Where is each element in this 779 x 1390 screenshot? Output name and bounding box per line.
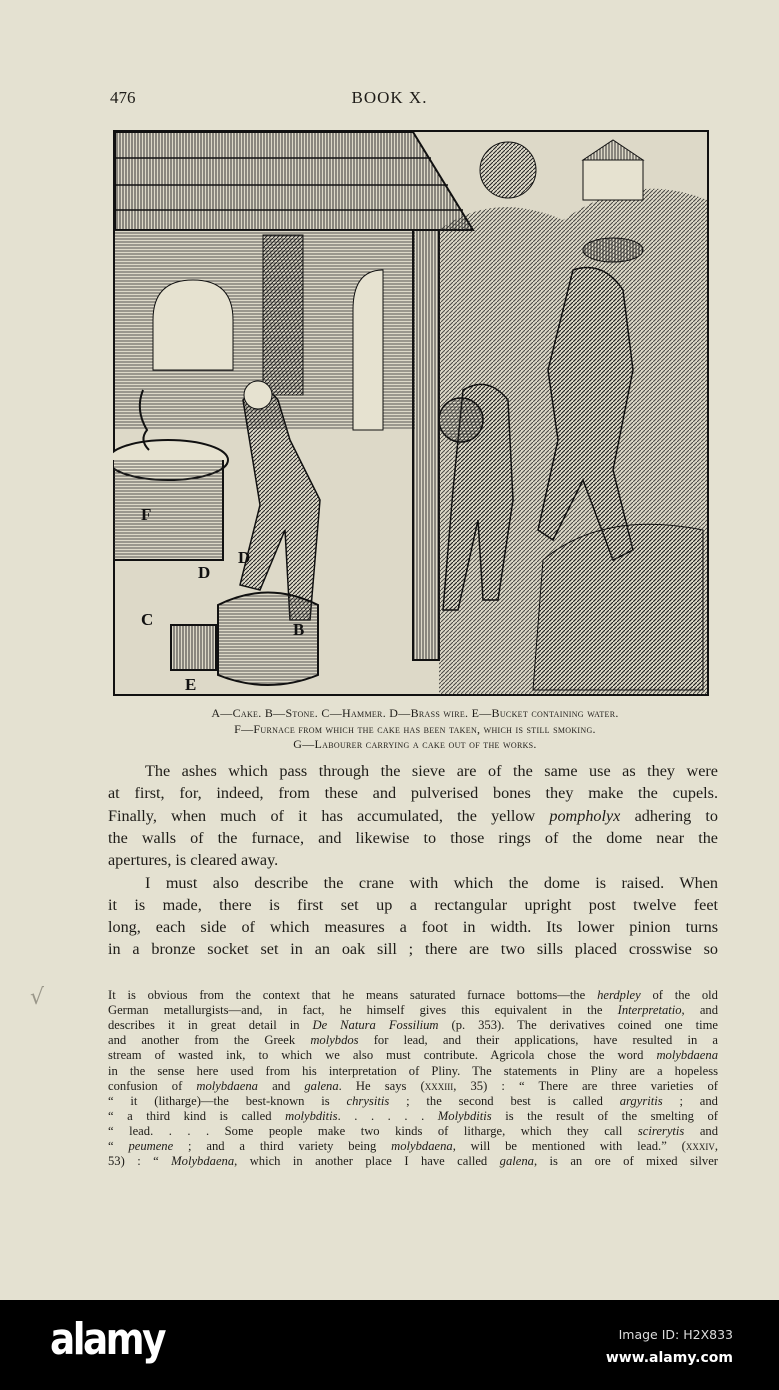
main-line: apertures, is cleared away. — [108, 851, 279, 870]
margin-check-mark: √ — [30, 985, 45, 1010]
main-line: Finally, when much of it has accumulated, the yellow pompholyx adhering to — [108, 806, 718, 825]
watermark-footer — [0, 1300, 779, 1390]
label-c: C — [141, 610, 154, 629]
image-id: Image ID: H2X833 — [618, 1327, 733, 1342]
foot-line: “ it (litharge)—the best-known is chrysitis ; the second best is called argyritis ; and — [108, 1093, 718, 1108]
foot-line: “ lead. . . . Some people make two kinds of litharge, which they call scirerytis and — [108, 1123, 718, 1138]
site-url: www.alamy.com — [605, 1350, 733, 1366]
woodcut-illustration — [113, 130, 709, 696]
label-f: F — [141, 505, 152, 524]
foot-line: It is obvious from the context that he means saturated furnace bottoms—the herdpley of the old — [108, 988, 718, 1002]
alamy-logo: alamy — [50, 1314, 164, 1365]
caption-line: F—Furnace from which the cake has been taken, which is still smoking. — [234, 721, 596, 736]
label-e: E — [185, 675, 197, 694]
foot-line: stream of wasted ink, to which we also must contribute. Agricola chose the word molybdaena — [108, 1048, 718, 1063]
label-d: D — [238, 548, 251, 567]
foot-line: describes it in great detail in De Natura Fossilium (p. 353). The derivatives coined one time — [108, 1018, 718, 1033]
figure-caption — [100, 706, 730, 753]
caption-line: A—Cake. B—Stone. C—Hammer. D—Brass wire. E—Bucket containing water. — [211, 706, 619, 720]
main-line: in a bronze socket set in an oak sill ; there are two sills placed crosswise so — [108, 940, 718, 959]
foot-line: in the sense here used from his interpretation of Pliny. The statements in Pliny are a hopeless — [108, 1063, 718, 1078]
main-line: at first, for, indeed, from these and pulverised bones they make the cupels. — [108, 784, 718, 803]
caption-line: G—Labourer carrying a cake out of the works. — [293, 737, 537, 751]
foot-line: and another from the Greek molybdos for lead, and their applications, have resulted in a — [108, 1033, 718, 1048]
foot-line: “ a third kind is called molybditis. . . . . . Molybditis is the result of the smelting of — [108, 1108, 718, 1123]
main-line: The ashes which pass through the sieve are of the same use as they were — [145, 762, 718, 780]
running-head: BOOK X. — [351, 88, 428, 107]
foot-line: confusion of molybdaena and galena. He says (xxxiii, 35) : “ There are three varieties of — [108, 1078, 718, 1093]
foot-line: German metallurgists—and, in fact, he himself gives this equivalent in the Interpretatio, and — [108, 1003, 719, 1018]
foot-line: 53) : “ Molybdaena, which in another place I have called galena, is an ore of mixed silver — [108, 1154, 718, 1169]
page-number: 476 — [110, 88, 136, 107]
foot-line: “ peumene ; and a third variety being molybdaena, will be mentioned with lead.” (xxxiv, — [108, 1139, 718, 1153]
label-b: B — [293, 620, 305, 639]
main-line: the walls of the furnace, and likewise to those rings of the dome near the — [108, 828, 718, 847]
label-d-2: D — [198, 563, 211, 582]
main-line: long, each side of which measures a foot in width. Its lower pinion turns — [108, 918, 718, 937]
main-line: it is made, there is first set up a rectangular upright post twelve feet — [108, 895, 718, 914]
main-line: I must also describe the crane with which the dome is raised. When — [145, 873, 718, 892]
